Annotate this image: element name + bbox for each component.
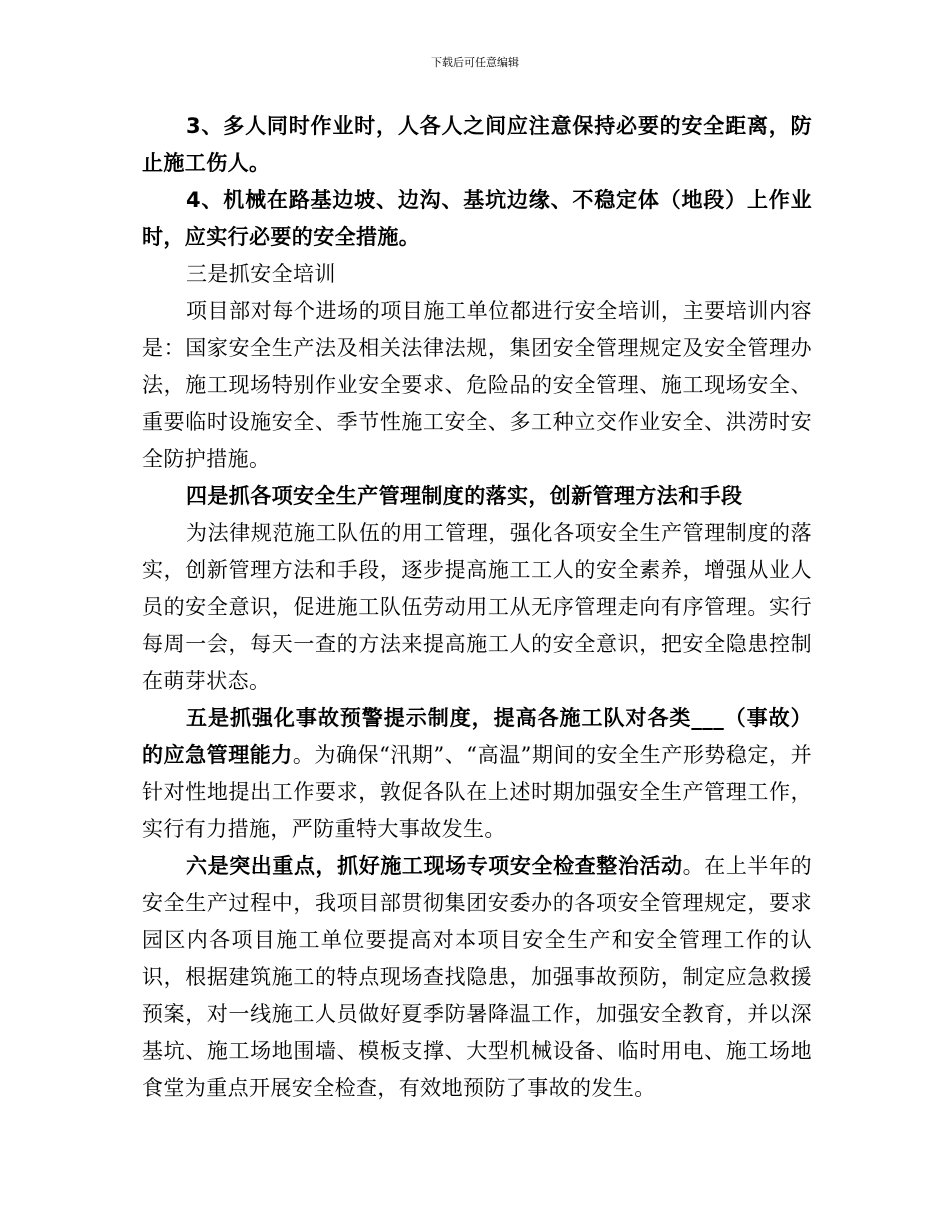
header-note: 下载后可任意编辑 <box>431 56 519 69</box>
section-heading-management: 四是抓各项安全生产管理制度的落实，创新管理方法和手段 <box>186 484 743 508</box>
warning-text: 。为确保“汛期”、“高温”期间的安全生产形势稳定，并针对性地提出工作要求，敦促各队在上述时期加强安全生产管理工作，实行有力措施，严防重特大事故发生。 <box>142 743 812 841</box>
paragraph-training: 项目部对每个进场的项目施工单位都进行安全培训，主要培训内容是：国家安全生产法及相关法律法规，集团安全管理规定及安全管理办法，施工现场特别作业安全要求、危险品的安全管理、施工现场安全、重要临时设施安全、季节性施工安全、多工种立交作业安全、洪涝时安全防护措施。 <box>142 299 812 471</box>
paragraph-item-4: 4、机械在路基边坡、边沟、基坑边缘、不稳定体（地段）上作业时，应实行必要的安全措施。 <box>142 188 812 249</box>
inspection-heading: 六是突出重点，抓好施工现场专项安全检查整治活动 <box>186 854 683 878</box>
paragraph-management: 为法律规范施工队伍的用工管理，强化各项安全生产管理制度的落实，创新管理方法和手段，逐步提高施工工人的安全素养，增强从业人员的安全意识，促进施工队伍劳动用工从无序管理走向有序管理。实行每周一会，每天一查的方法来提高施工人的安全意识，把安全隐患控制在萌芽状态。 <box>142 521 812 693</box>
warning-heading: 五是抓强化事故预警提示制度，提高各施工队对各类___（事故）的应急管理能力 <box>142 706 812 767</box>
document-body <box>142 108 812 1107</box>
paragraph-warning <box>142 700 812 848</box>
paragraph-inspection <box>142 848 812 1107</box>
section-heading-training: 三是抓安全培训 <box>186 262 336 286</box>
paragraph-item-3: 3、多人同时作业时，人各人之间应注意保持必要的安全距离，防止施工伤人。 <box>142 114 812 175</box>
inspection-text: 。在上半年的安全生产过程中，我项目部贯彻集团安委办的各项安全管理规定，要求园区内各项目施工单位要提高对本项目安全生产和安全管理工作的认识，根据建筑施工的特点现场查找隐患，加强事故预防，制定应急救援预案，对一线施工人员做好夏季防暑降温工作，加强安全教育，并以深基坑、施工场地围墙、模板支撑、大型机械设备、临时用电、施工场地食堂为重点开展安全检查，有效地预防了事故的发生。 <box>142 854 813 1100</box>
